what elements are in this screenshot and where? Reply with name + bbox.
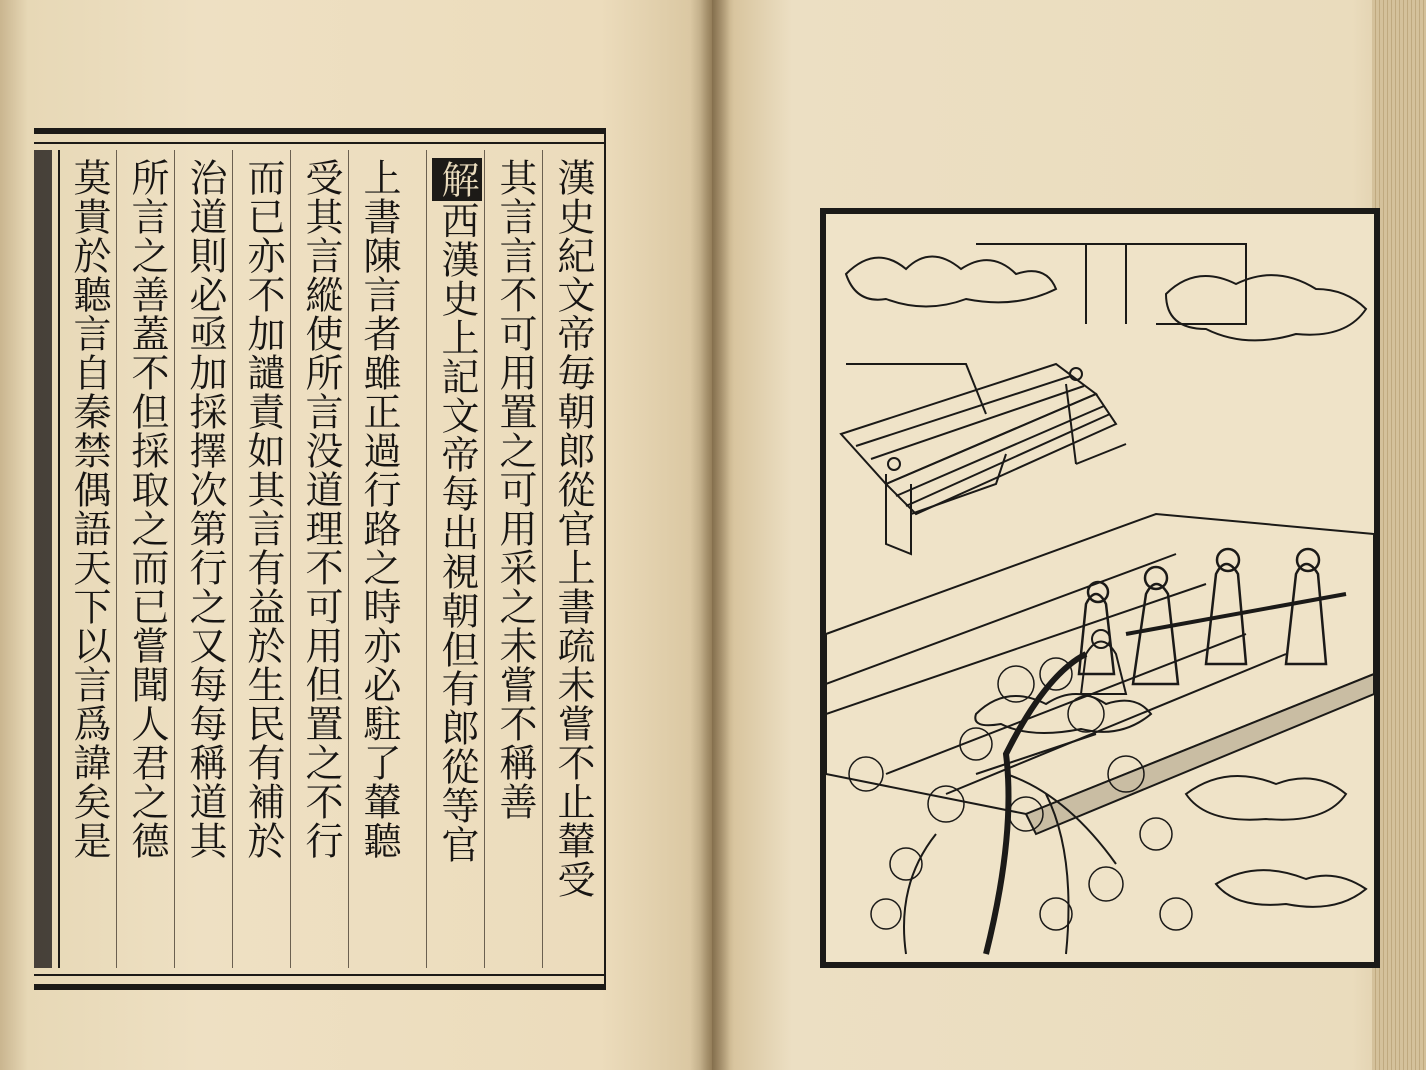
- text-column-7: 治道則必亟加採擇次第行之又每每稱道其: [183, 158, 227, 860]
- page-edges: [1372, 0, 1426, 1070]
- stairs: [841, 364, 1116, 514]
- text-frame: [34, 128, 606, 990]
- text-column-2: 其言言不可用置之可用采之未嘗不稱善: [493, 158, 537, 821]
- text-column-3: 解西漢史上記文帝每出視朝但有郎從等官: [432, 158, 482, 864]
- cloud-lower: [975, 694, 1151, 733]
- text-column-5: 受其言縱使所言没道理不可用但置之不行: [299, 158, 343, 860]
- text-column-6: 而已亦不加譴責如其言有益於生民有補於: [241, 158, 285, 860]
- margin-band: [34, 150, 52, 968]
- book-gutter: [690, 0, 734, 1070]
- cloud-top: [846, 257, 1056, 307]
- text-column-1: 漢史紀文帝毎朝郎從官上書疏未嘗不止輦受: [551, 158, 595, 899]
- text-column-9: 莫貴於聽言自秦禁偶語天下以言爲諱矣是: [67, 158, 111, 860]
- kneeling-figure: [1081, 642, 1126, 695]
- cloud-right: [1166, 275, 1366, 340]
- pine-tree: [849, 654, 1192, 954]
- woodblock-illustration: [820, 208, 1380, 968]
- text-column-8: 所言之善蓋不但採取之而已嘗聞人君之德: [125, 158, 169, 860]
- left-page: [0, 0, 712, 1070]
- text-column-4: 上書陳言者雖正過行路之時亦必駐了輦聽: [357, 158, 401, 860]
- illustration-art: [826, 214, 1374, 962]
- commentary-marker: 解: [432, 158, 482, 201]
